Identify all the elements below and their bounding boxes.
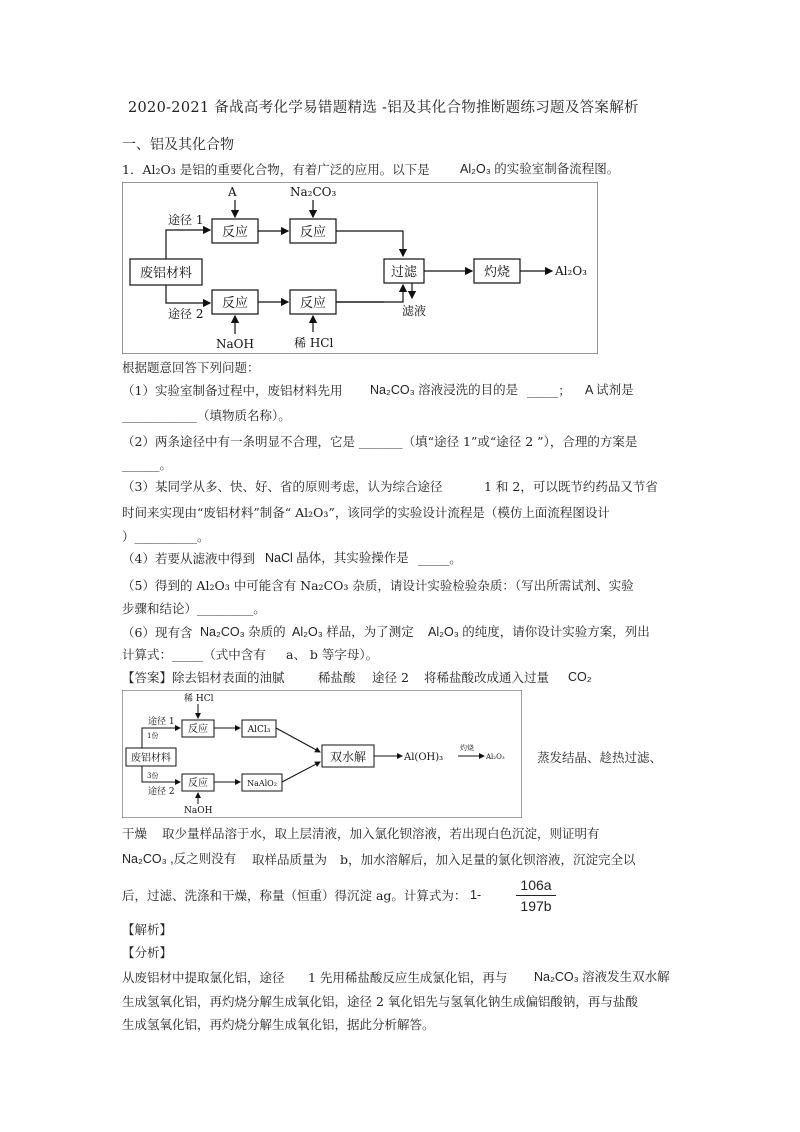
q1-part1-blank: _____； [527, 383, 571, 398]
analysis-line2: 生成氢氧化铝，再灼烧分解生成氧化铝，途径 2 氧化铝先与氢氧化钠生成偏铝酸钠，再与盐酸 [122, 994, 638, 1009]
q1-part4-c: _____。 [418, 551, 462, 566]
q1-part3-b: 1 和 2，可以既节约药品又节省 [484, 479, 658, 494]
answer-h: 取少量样品溶于水，取上层清液，加入氯化钡溶液，若出现白色沉淀，则证明有 [162, 826, 600, 841]
a2-node-react-2-label: 反应 [188, 778, 208, 789]
q1-part6-a: （6）现有含 [122, 625, 193, 640]
node-react-2-label: 反应 [299, 225, 327, 240]
q1-part3-c: 时间来实现由“废铝材料”制备“ Al₂O₃”，该同学的实验设计流程是（模仿上面流程图设计 [122, 505, 610, 520]
a2-node-react-1-label: 反应 [188, 724, 208, 735]
q1-part2-a: （2）两条途径中有一条明显不合理，它是 _______（填“途径 1”或“途径 2 ”），合理的方案是 [122, 434, 638, 449]
node-react-1-label: 反应 [221, 225, 249, 240]
q1-part6-b: Na₂CO₃ 杂质的 [200, 625, 286, 639]
q1-part5-b: 步骤和结论）_________。 [122, 601, 266, 616]
node-waste-al-label: 废铝材料 [139, 266, 193, 281]
prompt-text: 根据题意回答下列问题： [122, 360, 260, 375]
reagent-naoh: NaOH [216, 337, 254, 351]
route1-label: 途径 1 [168, 213, 204, 227]
a2-node-alcl3-label: AlCl₃ [247, 725, 271, 735]
filtrate-label: 滤液 [402, 304, 427, 318]
a2-node-double-hydrolysis-label: 双水解 [329, 750, 367, 764]
analysis-line1-b: 1 先用稀盐酸反应生成氯化铝，再与 [308, 970, 508, 985]
a2-product-label: Al₂O₃ [486, 753, 505, 761]
a2-node-waste-al-label: 废铝材料 [131, 753, 171, 764]
answer-i: Na₂CO₃ ,反之则没有 [122, 852, 237, 866]
reagent-na2co3: Na₂CO₃ [290, 185, 337, 199]
a2-route2-label: 途径 2 [148, 787, 175, 797]
q1-part6-e: 计算式：_____（式中含有 [122, 647, 266, 662]
a2-node-naalo2-label: NaAlO₂ [247, 779, 277, 788]
fraction-denominator: 197b [520, 898, 552, 914]
q1-part6-d: Al₂O₃ 的纯度，请你设计实验方案，列出 [428, 625, 650, 639]
node-burn-label: 灼烧 [483, 265, 511, 280]
fraction-numerator: 106a [520, 877, 552, 893]
question-intro-cont: Al₂O₃ 的实验室制备流程图。 [460, 162, 620, 176]
a2-aloh3-label: Al(OH)₃ [404, 752, 444, 763]
answer-m: 1- [470, 888, 482, 902]
answer-a: 【答案】除去铝材表面的油腻 [122, 670, 285, 685]
answer-f: 蒸发结晶、趁热过滤、 [537, 750, 663, 765]
reagent-a: A [228, 185, 237, 199]
analysis-line3: 生成氢氧化铝，再灼烧分解生成氧化铝，据此分析解答。 [122, 1017, 435, 1032]
q1-part6-f: a、 b 等字母）。 [286, 647, 379, 662]
q1-part1-a: （1）实验室制备过程中，废铝材料先用 [122, 383, 343, 398]
q1-part1-b: Na₂CO₃ 溶液浸洗的目的是 [370, 383, 519, 397]
answer-c: 途径 2 [372, 670, 409, 685]
reagent-hcl: 稀 HCl [294, 336, 334, 350]
product-label: Al₂O₃ [555, 264, 587, 278]
q1-part4-b: NaCl 晶体，其实验操作是 [265, 551, 409, 565]
q1-part5-a: （5）得到的 Al₂O₃ 中可能含有 Na₂CO₃ 杂质，请设计实验检验杂质：（写出所需试剂、实验 [122, 578, 634, 593]
a2-burn-label: 灼烧 [460, 744, 474, 752]
node-react-4-label: 反应 [299, 296, 327, 311]
fraction [516, 877, 556, 914]
node-filter-label: 过滤 [390, 265, 418, 280]
node-react-3-label: 反应 [221, 296, 249, 311]
q1-part4-a: （4）若要从滤液中得到 [122, 551, 255, 566]
analysis-line1-a: 从废铝材中提取氯化铝，途径 [122, 970, 285, 985]
q1-part1-d: A 试剂是 [585, 383, 634, 397]
answer-l: 后，过滤、洗涤和干燥，称量（恒重）得沉淀 ag。计算式为： [122, 888, 467, 903]
a2-route1-label: 途径 1 [148, 717, 175, 727]
analysis-heading: 【解析】 [122, 922, 173, 937]
q1-part3-d: ）__________。 [122, 529, 210, 544]
section-heading: 一、铝及其化合物 [122, 137, 234, 153]
answer-e: CO₂ [568, 670, 592, 684]
a2-part-top: 1份 [147, 732, 159, 740]
analysis-line1-c: Na₂CO₃ 溶液发生双水解 [534, 970, 670, 984]
answer-d: 将稀盐酸改成通入过量 [424, 670, 550, 685]
a2-reagent-naoh: NaOH [184, 806, 213, 816]
q1-part6-c: Al₂O₃ 样品，为了测定 [292, 625, 414, 639]
answer-g: 干燥 [122, 826, 148, 841]
answer-k: b，加水溶解后，加入足量的氯化钡溶液，沉淀完全以 [340, 852, 636, 867]
q1-part3-a: （3）某同学从多、快、好、省的原则考虑，认为综合途径 [122, 479, 443, 494]
q1-part1-e: ____________（填物质名称）。 [122, 408, 291, 423]
flowchart-answer [122, 690, 522, 818]
q1-part2-b: ______。 [122, 457, 173, 472]
a2-reagent-hcl: 稀 HCl [184, 694, 214, 704]
question-intro: 1．Al₂O₃ 是铝的重要化合物，有着广泛的应用。以下是 [122, 162, 430, 177]
a2-part-bottom: 3份 [147, 772, 159, 780]
analysis-subheading: 【分析】 [122, 945, 173, 960]
page-title: 2020-2021 备战高考化学易错题精选 -铝及其化合物推断题练习题及答案解析 [128, 100, 639, 116]
flowchart-preparation [122, 182, 598, 354]
answer-j: 取样品质量为 [252, 852, 328, 867]
route2-label: 途径 2 [168, 307, 204, 321]
answer-b: 稀盐酸 [318, 670, 356, 685]
